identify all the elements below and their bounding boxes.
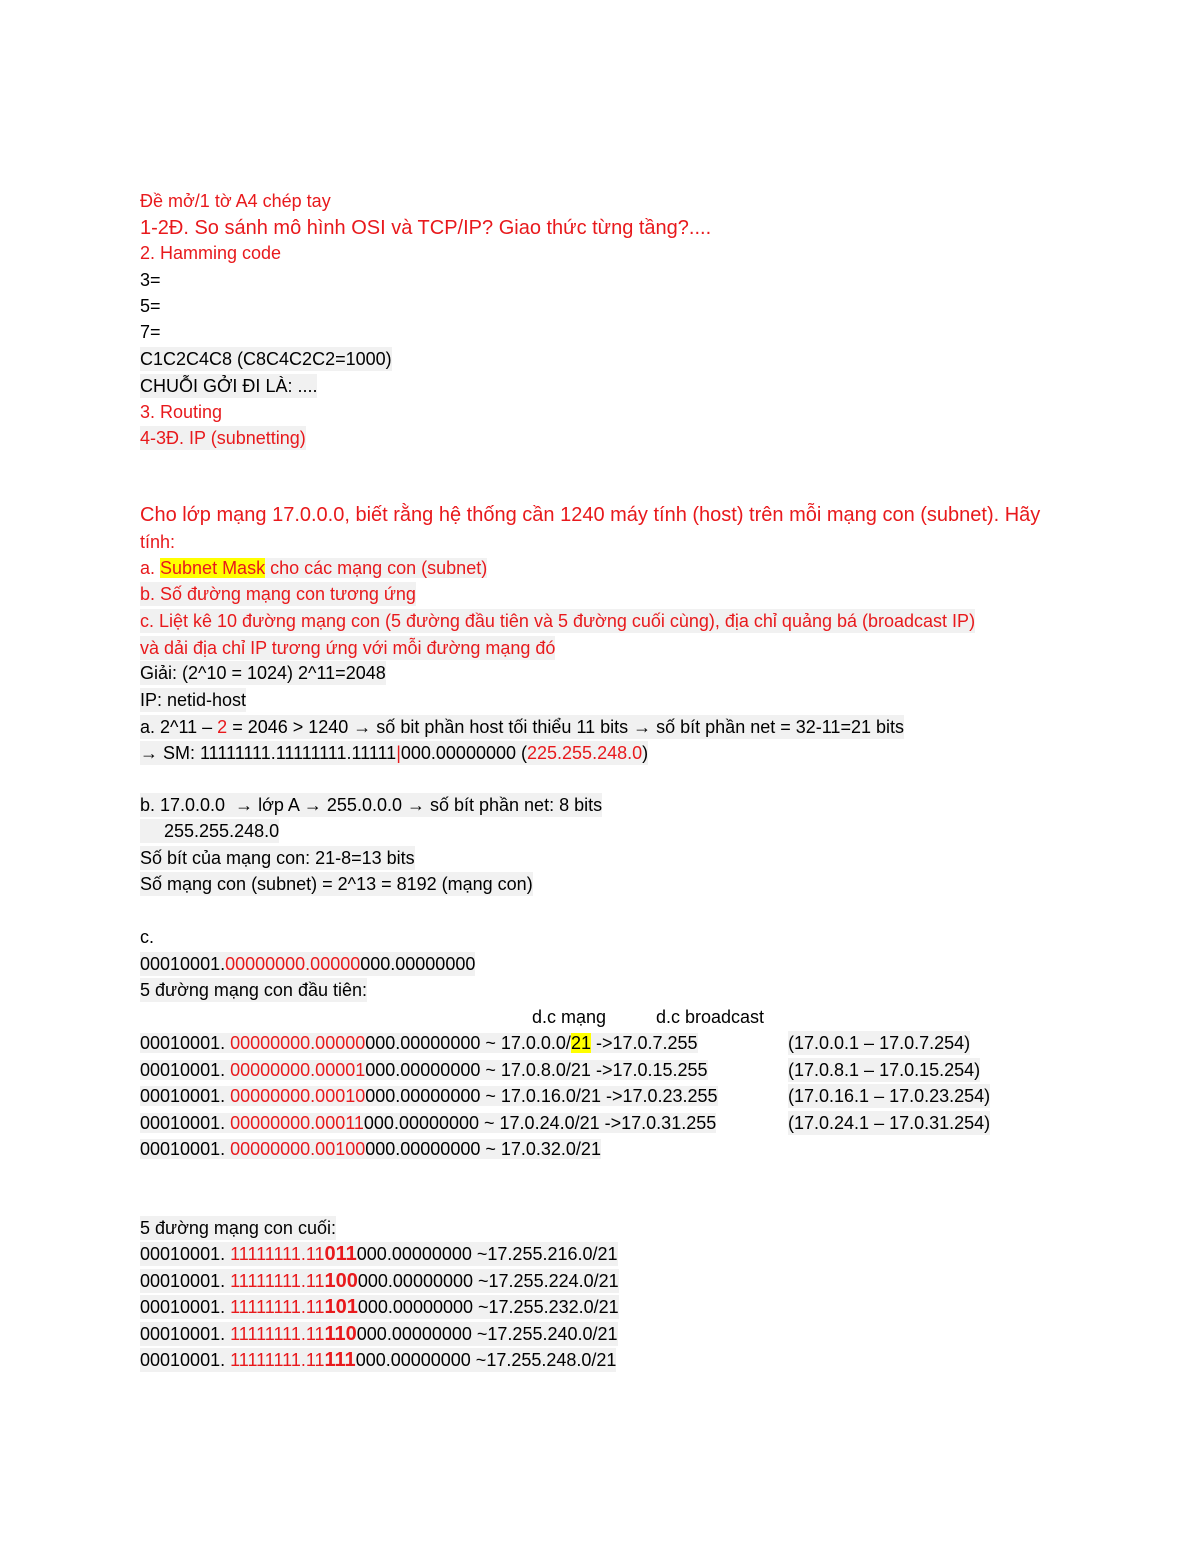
send-string-line: CHUỖI GỞI ĐI LÀ: .... <box>140 376 318 396</box>
first-subnet-row <box>140 1137 601 1161</box>
first-subnet-row <box>140 1031 698 1055</box>
sm-mid: 000.00000000 ( <box>400 743 527 763</box>
row-subnet-bits-emph: 011 <box>324 1243 357 1265</box>
hamming-line: C1C2C4C8 (C8C4C2C2=1000) <box>140 349 392 369</box>
sm-pre: → SM: 11111111.11111111.11111 <box>140 743 397 763</box>
row-broadcast: ->17.0.7.255 <box>590 1033 698 1053</box>
exam-note: Đề mở/1 tờ A4 chép tay <box>140 191 331 211</box>
subnet-mask-line <box>140 741 648 765</box>
solution-header: Giải: (2^10 = 1024) 2^11=2048 <box>140 663 386 683</box>
row-subnet-bits: 00000000.00010 <box>230 1086 366 1106</box>
column-net-address: d.c mạng <box>532 1007 607 1027</box>
answer-b-2: 255.255.248.0 <box>140 819 279 843</box>
row-network: 000.00000000 ~ 17.0.24.0/21 <box>363 1112 600 1133</box>
problem-line-2: tính: <box>140 532 176 552</box>
first-subnet-row <box>140 1058 708 1082</box>
row-network: 000.00000000 ~17.255.216.0/21 <box>356 1244 618 1264</box>
row-prefix: 00010001. <box>140 1244 231 1264</box>
last-subnet-row <box>140 1322 618 1346</box>
problem-a <box>140 556 487 580</box>
bin-post: 000.00000000 <box>360 954 476 974</box>
a1-post: = 2046 > 1240 → số bit phần host tối thiểu 11 bits → số bít phần net = 32-11=21 bits <box>227 717 904 737</box>
row-host-range: (17.0.8.1 – 17.0.15.254) <box>788 1059 981 1080</box>
first-subnet-row <box>140 1084 718 1108</box>
row-network: 000.00000000 ~ 17.0.0.0/ <box>365 1033 571 1053</box>
first-five-title: 5 đường mạng con đầu tiên: <box>140 980 368 1000</box>
row-subnet-bits: 00000000.00001 <box>230 1059 366 1080</box>
answer-b-4: Số mạng con (subnet) = 2^13 = 8192 (mạng con) <box>140 874 533 894</box>
line-5: 5= <box>140 296 161 316</box>
last-subnet-row <box>140 1269 619 1293</box>
subnet-row-text <box>140 1139 601 1159</box>
subnet-row-text <box>140 1086 718 1106</box>
sm-value: 225.255.248.0 <box>527 743 643 763</box>
question-3: 3. Routing <box>140 402 223 422</box>
prefix-highlight: 21 <box>570 1033 591 1053</box>
row-network: 000.00000000 ~17.255.248.0/21 <box>355 1350 617 1370</box>
row-subnet-bits-emph: 101 <box>324 1296 358 1318</box>
row-prefix: 00010001. <box>140 1112 231 1133</box>
last-subnet-row <box>140 1295 619 1319</box>
row-prefix: 00010001. <box>140 1297 231 1317</box>
row-prefix: 00010001. <box>140 1059 231 1080</box>
row-network: 000.00000000 ~17.255.232.0/21 <box>357 1297 619 1317</box>
row-host-range: (17.0.24.1 – 17.0.31.254) <box>788 1112 991 1133</box>
row-subnet-bits: 11111111.11 <box>230 1350 325 1370</box>
a-rest: cho các mạng con (subnet) <box>265 558 488 578</box>
answer-c-label: c. <box>140 927 155 947</box>
row-prefix: 00010001. <box>140 1086 231 1106</box>
subnet-row-text <box>140 1060 708 1080</box>
row-prefix: 00010001. <box>140 1033 231 1053</box>
row-host-range: (17.0.16.1 – 17.0.23.254) <box>788 1086 991 1106</box>
line-7: 7= <box>140 322 161 342</box>
subnet-row-text <box>140 1113 716 1133</box>
row-subnet-bits: 11111111.11 <box>230 1323 325 1344</box>
question-4: 4-3Đ. IP (subnetting) <box>140 428 306 448</box>
sm-end: ) <box>642 743 649 763</box>
row-subnet-bits-emph: 111 <box>324 1349 356 1371</box>
row-broadcast: ->17.0.15.255 <box>590 1059 708 1080</box>
first-subnet-row <box>140 1111 716 1135</box>
answer-b-3: Số bít của mạng con: 21-8=13 bits <box>140 848 415 868</box>
row-subnet-bits-emph: 110 <box>324 1322 357 1345</box>
row-network: 000.00000000 ~17.255.224.0/21 <box>357 1270 619 1291</box>
answer-b-1: b. 17.0.0.0 → lớp A → 255.0.0.0 → số bít phần net: 8 bits <box>140 795 603 815</box>
a1-red: 2 <box>217 717 228 737</box>
row-subnet-bits: 11111111.11 <box>230 1297 325 1317</box>
last-subnet-row <box>140 1242 618 1266</box>
a-prefix: a. <box>140 558 161 578</box>
row-prefix: 00010001. <box>140 1270 231 1291</box>
row-prefix: 00010001. <box>140 1323 231 1344</box>
row-broadcast: ->17.0.23.255 <box>600 1086 718 1106</box>
bin-pre: 00010001. <box>140 954 226 974</box>
row-host-range: (17.0.0.1 – 17.0.7.254) <box>788 1033 971 1053</box>
line-3: 3= <box>140 270 161 290</box>
row-network: 000.00000000 ~ 17.0.32.0/21 <box>365 1139 601 1159</box>
problem-line-1: Cho lớp mạng 17.0.0.0, biết rằng hệ thống cần 1240 máy tính (host) trên mỗi mạng con (subnet). Hãy <box>140 504 1041 526</box>
row-subnet-bits: 00000000.00000 <box>230 1033 366 1053</box>
row-network: 000.00000000 ~ 17.0.16.0/21 <box>365 1086 601 1106</box>
row-network: 000.00000000 ~ 17.0.8.0/21 <box>365 1059 591 1080</box>
subnet-mask-highlight: Subnet Mask <box>160 558 266 578</box>
question-1: 1-2Đ. So sánh mô hình OSI và TCP/IP? Giao thức từng tầng?.... <box>140 217 712 239</box>
problem-c-2: và dải địa chỉ IP tương ứng với mỗi đường mạng đó <box>140 638 556 658</box>
row-broadcast: ->17.0.31.255 <box>599 1112 717 1133</box>
answer-a-1 <box>140 715 904 739</box>
question-2: 2. Hamming code <box>140 243 282 263</box>
row-subnet-bits: 00000000.00100 <box>230 1139 366 1159</box>
subnet-row-text <box>140 1033 698 1053</box>
row-subnet-bits: 11111111.11 <box>230 1244 325 1264</box>
row-network: 000.00000000 ~17.255.240.0/21 <box>356 1323 618 1344</box>
row-subnet-bits: 00000000.00011 <box>230 1112 364 1133</box>
problem-c-1: c. Liệt kê 10 đường mạng con (5 đường đầu tiên và 5 đường cuối cùng), địa chỉ quảng bá (broadcast IP) <box>140 611 976 631</box>
network-binary <box>140 952 475 976</box>
last-subnet-row <box>140 1348 616 1372</box>
row-subnet-bits-emph: 100 <box>324 1269 358 1292</box>
problem-b: b. Số đường mạng con tương ứng <box>140 584 416 604</box>
last-five-title: 5 đường mạng con cuối: <box>140 1218 336 1238</box>
ip-netid-host: IP: netid-host <box>140 690 247 710</box>
sm-bar: | <box>396 743 401 763</box>
column-broadcast: d.c broadcast <box>656 1007 765 1027</box>
a1-pre: a. 2^11 – <box>140 717 218 737</box>
row-prefix: 00010001. <box>140 1139 231 1159</box>
bin-red: 00000000.00000 <box>225 954 361 974</box>
row-subnet-bits: 11111111.11 <box>230 1270 325 1291</box>
row-prefix: 00010001. <box>140 1350 231 1370</box>
